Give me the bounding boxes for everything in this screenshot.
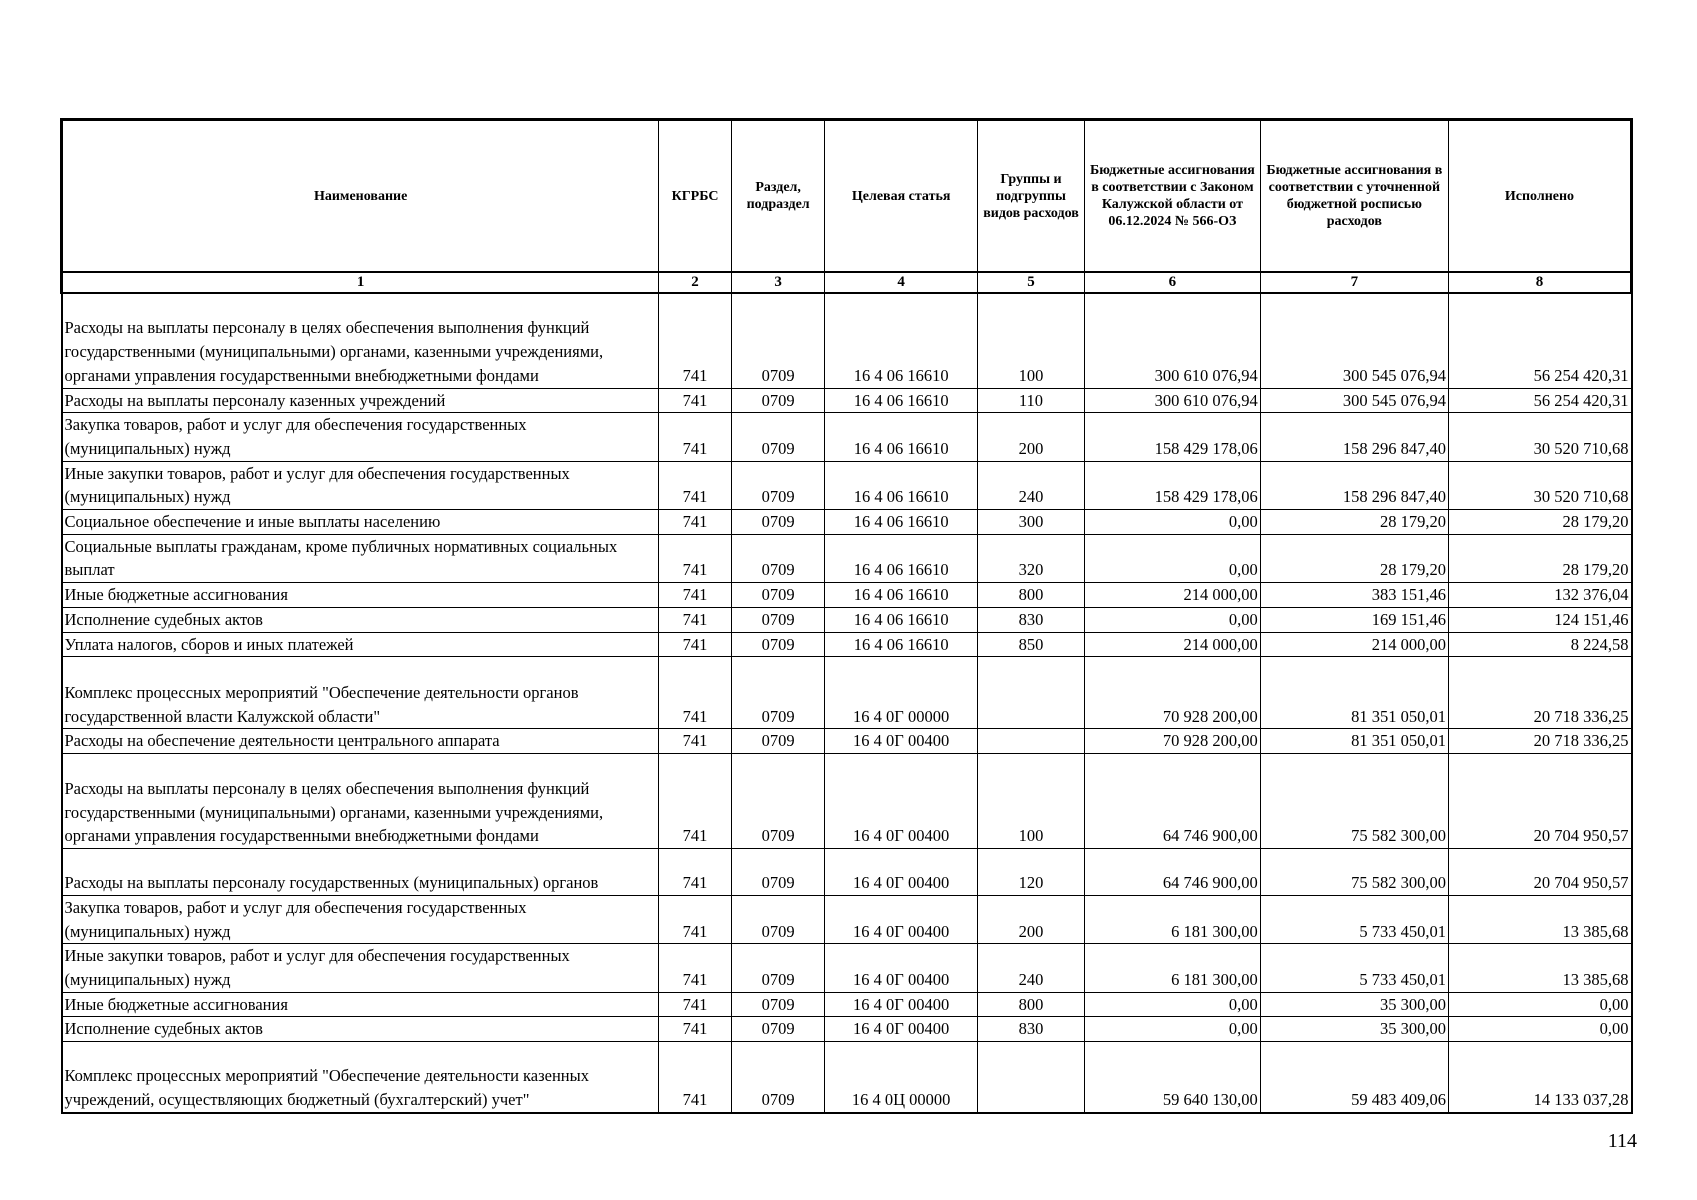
cell-law: 70 928 200,00 [1085,657,1261,729]
cell-kgrbs: 741 [659,729,732,754]
col-number: 1 [62,272,659,293]
col-header-refined: Бюджетные ассигнования в соответствии с уточненной бюджетной росписью расходов [1260,120,1448,273]
table-row [62,848,1632,895]
col-number: 8 [1448,272,1631,293]
cell-target: 16 4 06 16610 [825,461,977,509]
cell-law: 70 928 200,00 [1085,729,1261,754]
cell-done: 0,00 [1448,992,1631,1017]
page-number: 114 [1607,1130,1637,1152]
table-row [62,753,1632,848]
cell-name: Расходы на выплаты персоналу государственных (муниципальных) органов [62,848,659,895]
cell-name: Иные закупки товаров, работ и услуг для обеспечения государственных (муниципальных) нужд [62,461,659,509]
cell-section: 0709 [731,293,825,388]
cell-refined: 35 300,00 [1260,992,1448,1017]
cell-kgrbs: 741 [659,1042,732,1113]
cell-done: 20 718 336,25 [1448,729,1631,754]
cell-target: 16 4 06 16610 [825,607,977,632]
cell-section: 0709 [731,583,825,608]
col-header-law: Бюджетные ассигнования в соответствии с Законом Калужской области от 06.12.2024 № 566-ОЗ [1085,120,1261,273]
table-row [62,895,1632,943]
cell-name: Исполнение судебных актов [62,607,659,632]
cell-done: 20 718 336,25 [1448,657,1631,729]
cell-name: Иные закупки товаров, работ и услуг для обеспечения государственных (муниципальных) нужд [62,944,659,992]
cell-refined: 300 545 076,94 [1260,293,1448,388]
cell-group: 110 [977,388,1084,413]
table-row [62,388,1632,413]
cell-law: 0,00 [1085,992,1261,1017]
budget-table [60,118,1633,1114]
cell-kgrbs: 741 [659,388,732,413]
cell-done: 30 520 710,68 [1448,413,1631,461]
cell-target: 16 4 0Г 00400 [825,753,977,848]
cell-section: 0709 [731,534,825,582]
cell-target: 16 4 06 16610 [825,534,977,582]
cell-refined: 158 296 847,40 [1260,413,1448,461]
cell-group: 850 [977,632,1084,657]
cell-group [977,729,1084,754]
cell-target: 16 4 06 16610 [825,293,977,388]
col-header-done: Исполнено [1448,120,1631,273]
cell-target: 16 4 0Г 00400 [825,895,977,943]
col-number: 4 [825,272,977,293]
cell-target: 16 4 0Г 00400 [825,729,977,754]
header-row [62,120,1632,273]
table-body [62,293,1632,1113]
cell-kgrbs: 741 [659,992,732,1017]
cell-refined: 383 151,46 [1260,583,1448,608]
cell-done: 28 179,20 [1448,510,1631,535]
cell-group: 800 [977,583,1084,608]
cell-kgrbs: 741 [659,895,732,943]
table-row [62,632,1632,657]
col-header-target: Целевая статья [825,120,977,273]
table-row [62,293,1632,388]
cell-kgrbs: 741 [659,534,732,582]
cell-done: 0,00 [1448,1017,1631,1042]
cell-group: 800 [977,992,1084,1017]
cell-done: 132 376,04 [1448,583,1631,608]
cell-group: 830 [977,1017,1084,1042]
cell-refined: 5 733 450,01 [1260,944,1448,992]
cell-group: 120 [977,848,1084,895]
cell-done: 14 133 037,28 [1448,1042,1631,1113]
cell-name: Закупка товаров, работ и услуг для обеспечения государственных (муниципальных) нужд [62,895,659,943]
cell-law: 0,00 [1085,607,1261,632]
cell-kgrbs: 741 [659,657,732,729]
cell-target: 16 4 0Ц 00000 [825,1042,977,1113]
cell-refined: 214 000,00 [1260,632,1448,657]
cell-kgrbs: 741 [659,632,732,657]
col-number: 6 [1085,272,1261,293]
cell-target: 16 4 06 16610 [825,583,977,608]
col-number: 7 [1260,272,1448,293]
cell-kgrbs: 741 [659,293,732,388]
cell-refined: 300 545 076,94 [1260,388,1448,413]
cell-name: Комплекс процессных мероприятий "Обеспечение деятельности казенных учреждений, осуществляющих бюджетный (бухгалтерский) учет" [62,1042,659,1113]
cell-name: Расходы на выплаты персоналу в целях обеспечения выполнения функций государственными (муниципальными) органами, казенными учреждениями, органами управления государственными внебюджетными фондами [62,753,659,848]
cell-law: 64 746 900,00 [1085,753,1261,848]
cell-group: 200 [977,895,1084,943]
cell-name: Иные бюджетные ассигнования [62,992,659,1017]
cell-kgrbs: 741 [659,510,732,535]
cell-done: 28 179,20 [1448,534,1631,582]
cell-target: 16 4 06 16610 [825,510,977,535]
cell-name: Расходы на выплаты персоналу казенных учреждений [62,388,659,413]
cell-group [977,1042,1084,1113]
cell-group: 200 [977,413,1084,461]
cell-target: 16 4 0Г 00400 [825,848,977,895]
table-row [62,992,1632,1017]
table-row [62,1017,1632,1042]
cell-refined: 158 296 847,40 [1260,461,1448,509]
cell-section: 0709 [731,753,825,848]
cell-name: Социальное обеспечение и иные выплаты населению [62,510,659,535]
cell-law: 158 429 178,06 [1085,461,1261,509]
col-number: 2 [659,272,732,293]
table-row [62,607,1632,632]
table-row [62,729,1632,754]
cell-done: 20 704 950,57 [1448,753,1631,848]
table-row [62,461,1632,509]
col-header-name: Наименование [62,120,659,273]
cell-kgrbs: 741 [659,848,732,895]
cell-name: Социальные выплаты гражданам, кроме публичных нормативных социальных выплат [62,534,659,582]
cell-law: 59 640 130,00 [1085,1042,1261,1113]
cell-section: 0709 [731,944,825,992]
cell-kgrbs: 741 [659,607,732,632]
cell-refined: 75 582 300,00 [1260,848,1448,895]
cell-refined: 81 351 050,01 [1260,657,1448,729]
cell-done: 56 254 420,31 [1448,388,1631,413]
cell-group: 240 [977,461,1084,509]
cell-section: 0709 [731,607,825,632]
table-row [62,657,1632,729]
col-number: 5 [977,272,1084,293]
cell-name: Комплекс процессных мероприятий "Обеспечение деятельности органов государственной власти Калужской области" [62,657,659,729]
table-row [62,1042,1632,1113]
cell-name: Закупка товаров, работ и услуг для обеспечения государственных (муниципальных) нужд [62,413,659,461]
cell-group: 320 [977,534,1084,582]
cell-done: 124 151,46 [1448,607,1631,632]
table-row [62,944,1632,992]
cell-target: 16 4 06 16610 [825,388,977,413]
cell-refined: 169 151,46 [1260,607,1448,632]
cell-refined: 75 582 300,00 [1260,753,1448,848]
cell-section: 0709 [731,992,825,1017]
cell-law: 64 746 900,00 [1085,848,1261,895]
cell-section: 0709 [731,657,825,729]
cell-kgrbs: 741 [659,1017,732,1042]
cell-law: 214 000,00 [1085,583,1261,608]
cell-law: 158 429 178,06 [1085,413,1261,461]
cell-law: 300 610 076,94 [1085,388,1261,413]
cell-section: 0709 [731,729,825,754]
col-header-group: Группы и подгруппы видов расходов [977,120,1084,273]
cell-law: 0,00 [1085,1017,1261,1042]
cell-name: Иные бюджетные ассигнования [62,583,659,608]
cell-target: 16 4 0Г 00400 [825,1017,977,1042]
table-row [62,534,1632,582]
cell-done: 8 224,58 [1448,632,1631,657]
table-row [62,413,1632,461]
cell-group: 100 [977,753,1084,848]
cell-section: 0709 [731,632,825,657]
cell-done: 13 385,68 [1448,944,1631,992]
cell-kgrbs: 741 [659,583,732,608]
cell-law: 214 000,00 [1085,632,1261,657]
col-number: 3 [731,272,825,293]
cell-group: 100 [977,293,1084,388]
cell-target: 16 4 06 16610 [825,632,977,657]
cell-kgrbs: 741 [659,413,732,461]
cell-target: 16 4 06 16610 [825,413,977,461]
cell-section: 0709 [731,848,825,895]
col-header-kgrbs: КГРБС [659,120,732,273]
cell-section: 0709 [731,1042,825,1113]
cell-refined: 28 179,20 [1260,510,1448,535]
cell-target: 16 4 0Г 00400 [825,992,977,1017]
cell-done: 20 704 950,57 [1448,848,1631,895]
cell-target: 16 4 0Г 00400 [825,944,977,992]
cell-section: 0709 [731,413,825,461]
cell-refined: 81 351 050,01 [1260,729,1448,754]
cell-section: 0709 [731,461,825,509]
cell-refined: 35 300,00 [1260,1017,1448,1042]
col-header-section: Раздел, подраздел [731,120,825,273]
cell-law: 6 181 300,00 [1085,895,1261,943]
column-number-row [62,272,1632,293]
cell-group [977,657,1084,729]
cell-group: 240 [977,944,1084,992]
cell-group: 300 [977,510,1084,535]
cell-done: 30 520 710,68 [1448,461,1631,509]
cell-name: Уплата налогов, сборов и иных платежей [62,632,659,657]
cell-kgrbs: 741 [659,461,732,509]
cell-law: 0,00 [1085,534,1261,582]
cell-group: 830 [977,607,1084,632]
cell-section: 0709 [731,1017,825,1042]
table-row [62,583,1632,608]
cell-section: 0709 [731,895,825,943]
cell-done: 56 254 420,31 [1448,293,1631,388]
cell-law: 300 610 076,94 [1085,293,1261,388]
cell-name: Расходы на обеспечение деятельности центрального аппарата [62,729,659,754]
cell-kgrbs: 741 [659,944,732,992]
cell-section: 0709 [731,510,825,535]
cell-done: 13 385,68 [1448,895,1631,943]
cell-name: Расходы на выплаты персоналу в целях обеспечения выполнения функций государственными (муниципальными) органами, казенными учреждениями, органами управления государственными внебюджетными фондами [62,293,659,388]
cell-target: 16 4 0Г 00000 [825,657,977,729]
cell-kgrbs: 741 [659,753,732,848]
cell-refined: 28 179,20 [1260,534,1448,582]
cell-law: 6 181 300,00 [1085,944,1261,992]
table-row [62,510,1632,535]
cell-name: Исполнение судебных актов [62,1017,659,1042]
cell-refined: 59 483 409,06 [1260,1042,1448,1113]
cell-section: 0709 [731,388,825,413]
cell-law: 0,00 [1085,510,1261,535]
cell-refined: 5 733 450,01 [1260,895,1448,943]
